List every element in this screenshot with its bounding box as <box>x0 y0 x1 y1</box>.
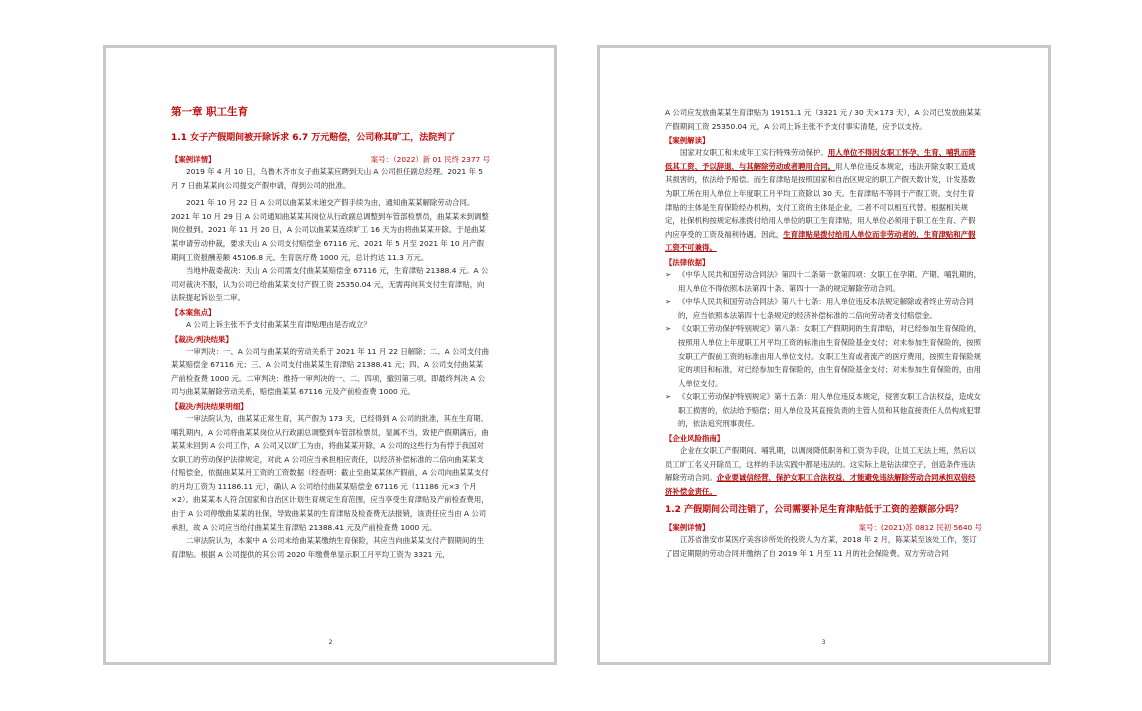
continued-para: A 公司应发放曲某某生育津贴为 19151.1 元（3321 元 / 30 天×173 天），A 公司已发放曲某某产假期间工资 25350.04 元，A 公司上诉主张不予支付事实清楚，应予以支持。 <box>665 108 982 131</box>
risk-para: 企业在女职工产假期间、哺乳期，以调岗降低职务和工资为手段，让员工无法上班，然后以员工旷工名义开除员工，这样的手法实践中都是违法的。这实际上是钻法律空子，创造条件违法解除劳动合同。企业要诚信经营，保护女职工合法权益，才能避免违法解除劳动合同承担双倍经济补偿金责任。 <box>665 446 976 496</box>
section-title-1-1: 1.1 女子产假期间被开除诉求 6.7 万元赔偿，公司称其旷工，法院判了 <box>171 133 456 143</box>
law-item: ➢ 《女职工劳动保护特别规定》第十五条：用人单位违反本规定，侵害女职工合法权益，造成女职工损害的，依法给予赔偿；用人单位及其直接负责的主管人员和其他直接责任人员构成犯罪的，依法追究刑事责任。 <box>665 390 982 431</box>
reason-para-1: 一审法院认为，曲某某正常生育，其产假为 173 天，已经得到 A 公司的批准，其在生育期、哺乳期内，A 公司将曲某某岗位从行政副总调整到车管部检票员，显属不当，致使产假期满后，曲某某未回到 A 公司工作，A 公司又以旷工为由，将曲某某开除，A 公司的这些行为有悖于我国对女职工的劳动保护法律规定，对此 A 公司应当承担相应责任，以经济补偿标准的二倍向曲某某支付赔偿金，依据曲某某月工资的工资数据（经查明：截止至曲某某休产假前，A 公司向曲某某支付的月均工资为 11186.11 元），确认 A 公司给付曲某某赔偿金 67116 元（11186 元×3 个月×2）。曲某某本人符合国家和自治区计划生育规定生育范围，应当享受生育津贴及产前检查费用，由于 A 公司停缴曲某某的社保，导致曲某某的生育津贴及检查费无法报销，该责任应当由 A 公司承担，故 A 公司应当给付曲某某生育津贴 21388.41 元及产前检查费 1000 元。 <box>171 413 489 532</box>
law-item: ➢ 《中华人民共和国劳动合同法》第四十二条第一款第四项：女职工在孕期、产期、哺乳期的，用人单位不得依照本法第四十条、第四十一条的规定解除劳动合同。 <box>665 268 982 295</box>
case-tag: 【案例详情】 <box>171 155 216 164</box>
case-number: 案号：（2022）新 01 民终 2377 号 <box>370 155 490 164</box>
case-para-3: 当地仲裁委裁决：天山 A 公司需支付曲某某赔偿金 67116 元，生育津贴 21388.4 元。A 公司对裁决不服，认为公司已给曲某某支付产假工资 25350.04 元，无需再向其支付生育津贴，向法院提起诉讼至二审。 <box>171 266 489 303</box>
case-header <box>171 154 490 165</box>
result-tag: 【裁决/判决结果】 <box>171 334 233 344</box>
focus-tag: 【本案焦点】 <box>171 307 216 317</box>
page-number: 3 <box>821 639 826 646</box>
chapter-title: 第一章 职工生育 <box>171 106 249 118</box>
reason-para-2: 二审法院认为，本案中 A 公司未给曲某某缴纳生育保险，其应当向曲某某支付产假期间的生育津贴。根据 A 公司提供的其公司 2020 年缴费单显示职工月平均工资为 3321 元， <box>171 536 484 559</box>
analysis-tag: 【案例解读】 <box>665 136 710 146</box>
document-page-3[interactable] <box>597 45 1051 665</box>
case2-para: 江苏省淮安市某医疗美容诊所处的投资人为方某，2018 年 2 月，陈某某至该处工作，签订了固定期限的劳动合同并缴纳了自 2019 年 1 月至 11 月的社会保险费。双方劳动合同 <box>665 535 977 559</box>
case2-header <box>665 522 982 533</box>
arrow-bullet-icon: ➢ <box>665 392 672 402</box>
section-title-1-2: 1.2 产假期间公司注销了，公司需要补足生育津贴低于工资的差额部分吗？ <box>665 505 964 516</box>
case-para-2: 2021 年 10 月 22 日 A 公司以曲某某未递交产假手续为由，通知曲某某解除劳动合同。2021 年 10 月 29 日 A 公司通知曲某某其岗位从行政副总调整到车管部检票员，曲某某未到调整岗位报到。2021 年 11 月 20 日，A 公司以曲某某连续旷工 16 天为由将曲某某开除。于是曲某某申请劳动仲裁，要求天山 A 公司支付赔偿金 67116 元、2021 年 5 月至 2021 年 10 月产假期间工资报酬差额 45106.8 元、生育医疗费 1000 元，总计约达 11.3 万元。 <box>171 198 489 262</box>
reason-tag: 【裁决/判决结果明细】 <box>171 401 248 411</box>
case2-tag: 【案例详情】 <box>665 523 710 533</box>
risk-tag: 【企业风险指南】 <box>665 434 725 444</box>
case-para-1: 2019 年 4 月 10 日，乌鲁木齐市女子曲某某应聘到天山 A 公司担任副总经理。2021 年 5 月 7 日曲某某向公司提交产假申请，得到公司的批准。 <box>171 167 483 190</box>
analysis-para: 国家对女职工和未成年工实行特殊劳动保护。用人单位不得因女职工怀孕、生育、哺乳而降低其工资、予以辞退、与其解除劳动或者聘用合同。用人单位违反本规定，违法开除女职工造成其损害的，依法给予赔偿。而生育津贴是按照国家和自治区规定的职工产假天数计发，计发基数为职工所在用人单位上年度职工月平均工资除以 30 天。生育津贴不等同于产假工资。支付生育津贴的主体是生育保险经办机构，支付工资的主体是企业，二者不可以相互代替。根据相关规定，社保机构按规定标准拨付给用人单位的职工生育津贴，用人单位必须用于职工在生育、产假内应享受的工资及福利待遇。因此，生育津贴是拨付给用人单位而非劳动者的，生育津贴和产假工资不可兼得。 <box>665 148 976 253</box>
arrow-bullet-icon: ➢ <box>665 297 672 307</box>
focus-para: A 公司上诉主张不予支付曲某某生育津贴理由是否成立？ <box>186 319 371 329</box>
arrow-bullet-icon: ➢ <box>665 324 672 334</box>
risk-emphasis: 企业要诚信经营，保护女职工合法权益，才能避免违法解除劳动合同承担双倍经济补偿金责任。 <box>665 473 976 496</box>
analysis-emphasis-2: 生育津贴是拨付给用人单位而非劳动者的，生育津贴和产假工资不可兼得。 <box>665 229 976 253</box>
arrow-bullet-icon: ➢ <box>665 269 672 279</box>
case2-number: 案号：(2021)苏 0812 民初 5640 号 <box>858 523 982 533</box>
law-tag: 【法律依据】 <box>665 257 710 267</box>
analysis-emphasis-1: 用人单位不得因女职工怀孕、生育、哺乳而降低其工资、予以辞退、与其解除劳动或者聘用合同。 <box>665 148 976 171</box>
page-number: 2 <box>328 639 333 646</box>
law-item: ➢ 《女职工劳动保护特别规定》第八条：女职工产假期间的生育津贴，对已经参加生育保险的，按照用人单位上年度职工月平均工资的标准由生育保险基金支付；对未参加生育保险的，按照女职工产假前工资的标准由用人单位支付。女职工生育或者流产的医疗费用，按照生育保险规定的项目和标准，对已经参加生育保险的，由生育保险基金支付；对未参加生育保险的，由用人单位支付。 <box>665 322 982 390</box>
document-page-2[interactable] <box>103 45 557 665</box>
result-para: 一审判决：一、A 公司与曲某某的劳动关系于 2021 年 11 月 22 日解除；二、A 公司支付曲某某赔偿金 67116 元；三、A 公司支付曲某某生育津贴 21388.41 元；四、A 公司支付曲某某产前检查费 1000 元。二审判决：维持一审判决的一、二、四项，撤回第三项。即最终判决 A 公司与曲某某解除劳动关系，赔偿曲某某 67116 元及产前检查费 1000 元。 <box>171 346 490 397</box>
law-item: ➢ 《中华人民共和国劳动合同法》第八十七条：用人单位违反本法规定解除或者终止劳动合同的，应当依照本法第四十七条规定的经济补偿标准的二倍向劳动者支付赔偿金。 <box>665 295 982 322</box>
